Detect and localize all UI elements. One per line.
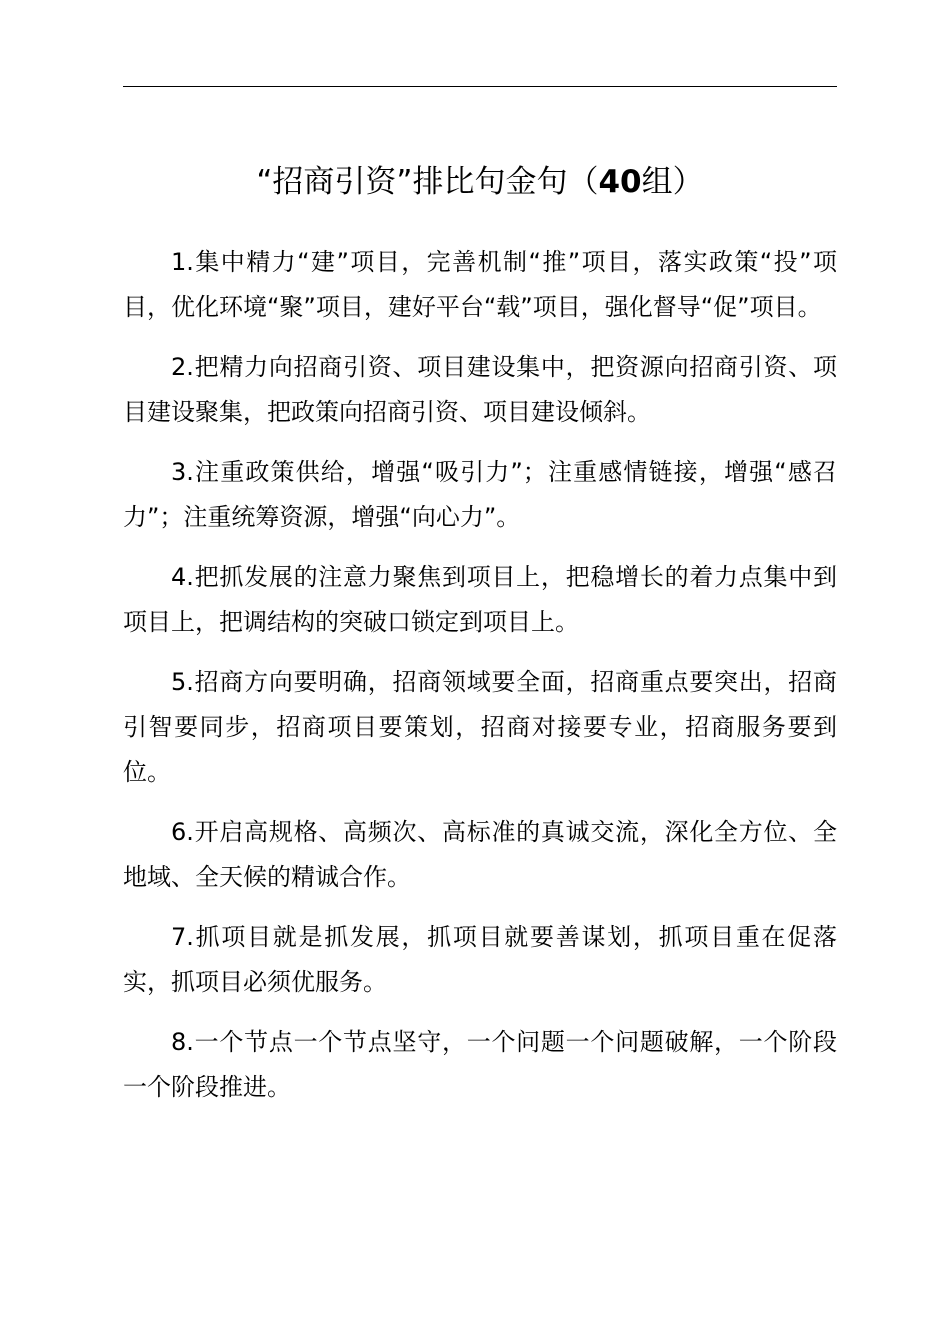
title-text-close: 组） xyxy=(641,164,704,200)
title-number: 40 xyxy=(598,164,642,200)
title-text-open: “招商引资”排比句金句（ xyxy=(256,164,599,200)
paragraph-1: 1.集中精力“建”项目，完善机制“推”项目，落实政策“投”项目，优化环境“聚”项目，建好平台“载”项目，强化督导“促”项目。 xyxy=(123,248,837,321)
document-body xyxy=(123,240,837,1125)
paragraph-6: 6.开启高规格、高频次、高标准的真诚交流，深化全方位、全地域、全天候的精诚合作。 xyxy=(123,818,837,891)
paragraph-4: 4.把抓发展的注意力聚焦到项目上，把稳增长的着力点集中到项目上，把调结构的突破口锁定到项目上。 xyxy=(123,563,837,636)
header-rule xyxy=(123,86,837,87)
paragraph-8: 8.一个节点一个节点坚守，一个问题一个问题破解，一个阶段一个阶段推进。 xyxy=(123,1028,837,1101)
paragraph-7: 7.抓项目就是抓发展，抓项目就要善谋划，抓项目重在促落实，抓项目必须优服务。 xyxy=(123,923,837,996)
paragraph-5: 5.招商方向要明确，招商领域要全面，招商重点要突出，招商引智要同步，招商项目要策划，招商对接要专业，招商服务要到位。 xyxy=(123,668,837,786)
document-title xyxy=(123,160,837,204)
paragraph-2: 2.把精力向招商引资、项目建设集中，把资源向招商引资、项目建设聚集，把政策向招商引资、项目建设倾斜。 xyxy=(123,353,837,426)
paragraph-3: 3.注重政策供给，增强“吸引力”；注重感情链接，增强“感召力”；注重统筹资源，增强“向心力”。 xyxy=(123,458,837,531)
